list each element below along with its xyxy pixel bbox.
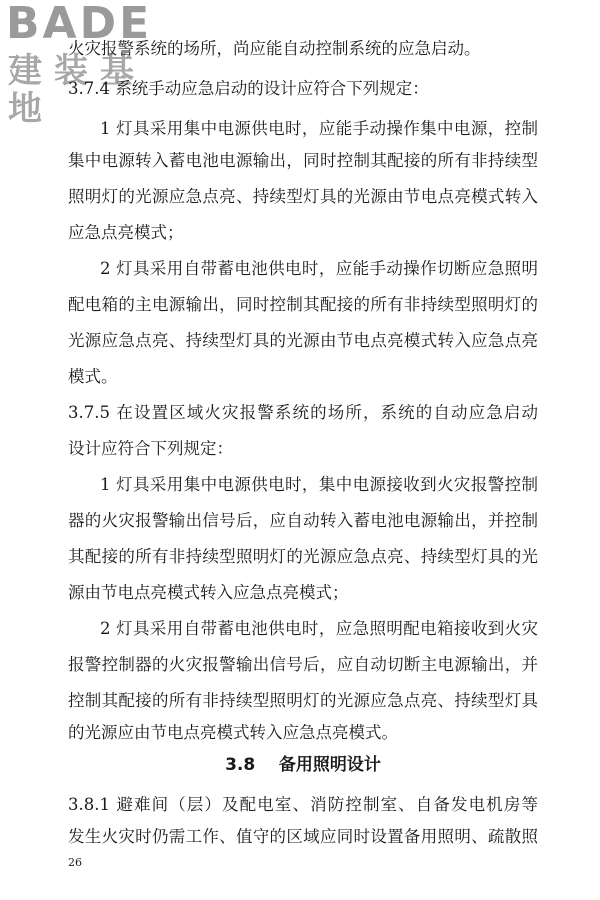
text-line: 发生火灾时仍需工作、值守的区域应同时设置备用照明、疏散照: [68, 827, 538, 846]
text-line: 的光源应由节电点亮模式转入应急点亮模式。: [68, 723, 398, 742]
text-line: 其配接的所有非持续型照明灯的光源应急点亮、持续型灯具的光: [68, 547, 538, 566]
text-line: 集中电源转入蓄电池电源输出，同时控制其配接的所有非持续型: [68, 151, 538, 170]
clause-3-7-5-line: 3.7.5 在设置区域火灾报警系统的场所，系统的自动应急启动: [68, 403, 538, 422]
watermark-cjk-text: 建装基地: [8, 51, 146, 129]
watermark-latin-text: BADE: [6, 0, 153, 49]
text-line: 2 灯具采用自带蓄电池供电时，应能手动操作切断应急照明: [100, 259, 538, 278]
text-line: 应急点亮模式；: [68, 223, 184, 242]
page-number: 26: [68, 856, 82, 869]
text-line: 1 灯具采用集中电源供电时，应能手动操作集中电源，控制: [100, 119, 538, 138]
text-line: 火灾报警系统的场所，尚应能自动控制系统的应急启动。: [68, 39, 481, 58]
text-line: 照明灯的光源应急点亮、持续型灯具的光源由节电点亮模式转入: [68, 187, 538, 206]
text-line: 配电箱的主电源输出，同时控制其配接的所有非持续型照明灯的: [68, 295, 538, 314]
text-line: 模式。: [68, 367, 118, 386]
text-line: 2 灯具采用自带蓄电池供电时，应急照明配电箱接收到火灾: [100, 619, 538, 638]
section-heading-3-8: 3.8 备用照明设计: [225, 755, 381, 775]
text-line: 报警控制器的火灾报警输出信号后，应自动切断主电源输出，并: [68, 655, 538, 674]
clause-3-8-1-line: 3.8.1 避难间（层）及配电室、消防控制室、自备发电机房等: [68, 795, 538, 814]
text-line: 控制其配接的所有非持续型照明灯的光源应急点亮、持续型灯具: [68, 691, 538, 710]
text-line: 设计应符合下列规定：: [68, 439, 233, 458]
text-line: 光源应急点亮、持续型灯具的光源由节电点亮模式转入应急点亮: [68, 331, 538, 350]
text-line: 源由节电点亮模式转入应急点亮模式；: [68, 583, 349, 602]
text-line: 器的火灾报警输出信号后，应自动转入蓄电池电源输出，并控制: [68, 511, 538, 530]
clause-3-7-4-line: 3.7.4 系统手动应急启动的设计应符合下列规定：: [68, 79, 429, 98]
text-line: 1 灯具采用集中电源供电时，集中电源接收到火灾报警控制: [100, 475, 538, 494]
